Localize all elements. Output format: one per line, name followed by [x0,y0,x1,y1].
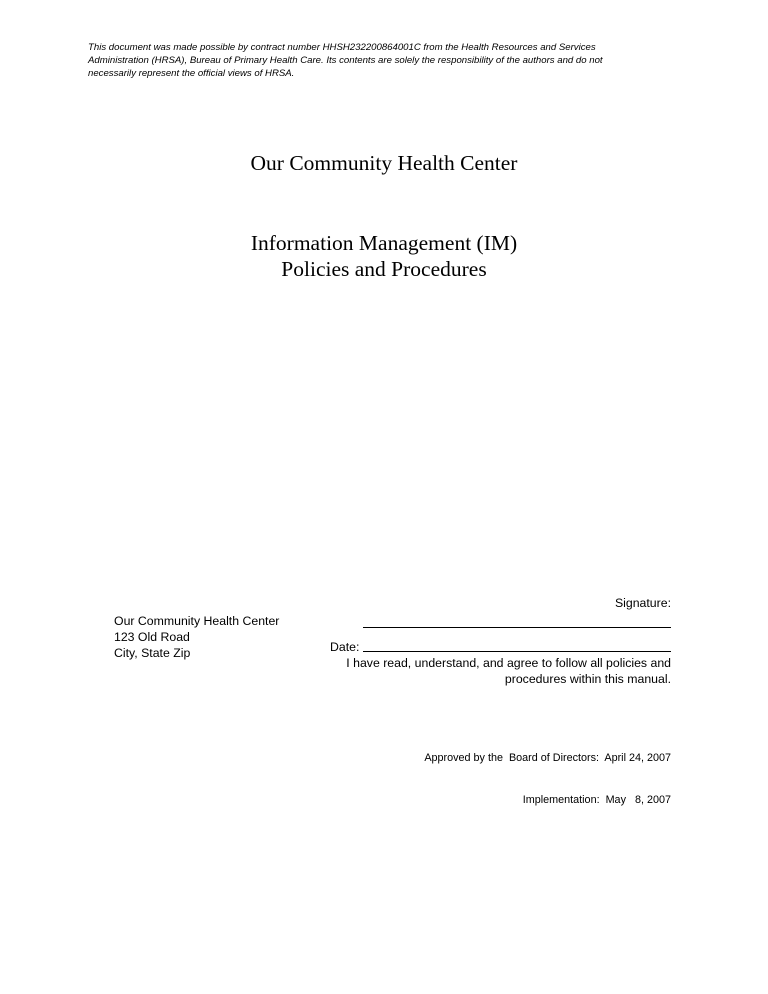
manual-title-line-1: Information Management (IM) [250,231,518,255]
date-line[interactable] [363,638,671,652]
disclaimer-line: This document was made possible by contract number HHSH232200864001C from the Health Resources and Services [88,42,596,53]
address-street: 123 Old Road [114,630,190,644]
funding-disclaimer [88,41,688,80]
organization-address [114,613,279,661]
date-row [330,638,671,655]
signature-line[interactable] [363,613,671,628]
address-name: Our Community Health Center [114,614,280,628]
agreement-text-line-2: procedures within this manual. [504,672,671,686]
disclaimer-line: Administration (HRSA), Bureau of Primary Health Care. Its contents are solely the responsibility of the authors and do not [88,55,603,66]
organization-title: Our Community Health Center [250,151,518,175]
date-label: Date: [330,640,360,654]
approval-block [380,723,671,821]
approval-date: Approved by the Board of Directors: April 24, 2007 [424,752,671,764]
manual-title-line-2: Policies and Procedures [281,257,487,281]
agreement-text-line-1: I have read, understand, and agree to follow all policies and [346,656,671,670]
signature-block [300,595,671,687]
disclaimer-line: necessarily represent the official views of HRSA. [88,68,295,79]
address-city: City, State Zip [114,646,191,660]
signature-label: Signature: [614,596,671,610]
implementation-date: Implementation: May 8, 2007 [522,794,671,806]
